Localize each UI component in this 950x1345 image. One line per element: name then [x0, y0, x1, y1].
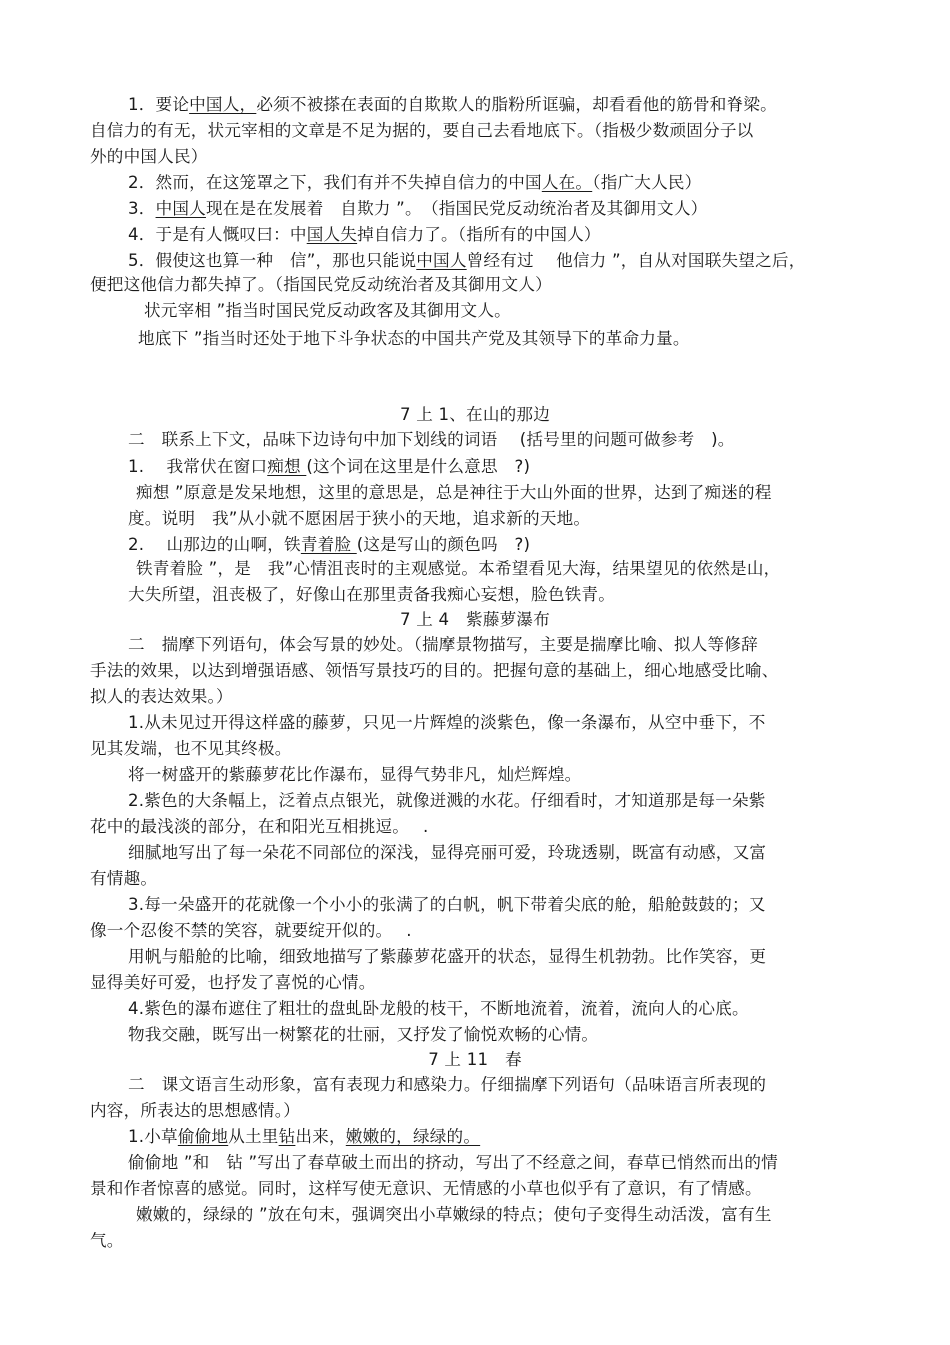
text-segment: 大失所望，沮丧极了，好像山在那里责备我痴心妄想，脸色铁青。 — [128, 585, 616, 604]
section-title: 7 上 11 春 — [428, 1050, 522, 1069]
underlined-text: 偷偷地 — [177, 1127, 229, 1146]
text-line — [90, 868, 157, 892]
underlined-text: 青着脸 — [300, 535, 357, 554]
text-line — [128, 998, 749, 1022]
text-line — [136, 482, 772, 506]
text-line — [138, 328, 690, 352]
text-segment: 必须不被搽在表面的自欺欺人的脂粉所诓骗，却看看他的筋骨和脊梁。 — [256, 95, 777, 114]
text-segment: 便把这他信力都失掉了。（指国民党反动统治者及其御用文人） — [90, 275, 552, 294]
text-segment: （指广大人民） — [592, 173, 702, 192]
underlined-text: 国人失 — [306, 225, 358, 244]
text-segment: (这个词在这里是什么意思 ?) — [306, 457, 531, 476]
text-line — [136, 1204, 772, 1228]
text-segment: 1. 我常伏在窗口 — [128, 457, 268, 476]
text-segment: 3.每一朵盛开的花就像一个小小的张满了的白帆，帆下带着尖底的舱，船舱鼓鼓的；又 — [128, 895, 766, 914]
text-segment: 2. 山那边的山啊，铁 — [128, 535, 301, 554]
text-segment: 现在是在发展着 自欺力 ”。 （指国民党反动统治者及其御用文人） — [205, 199, 708, 218]
text-segment: 铁青着脸 ”，是 我”心情沮丧时的主观感觉。本希望看见大海，结果望见的依然是山， — [136, 559, 781, 578]
text-line — [90, 1230, 124, 1254]
text-line — [128, 764, 581, 788]
underlined-text: 中国人， — [189, 95, 257, 114]
text-segment: 状元宰相 ”指当时国民党反动政客及其御用文人。 — [144, 301, 511, 320]
text-segment: 3． — [128, 199, 156, 218]
text-line — [90, 972, 376, 996]
text-line — [128, 584, 615, 608]
text-line — [128, 712, 766, 736]
text-segment: 气。 — [90, 1231, 124, 1250]
text-segment: 二 揣摩下列语句，体会写景的妙处。（揣摩景物描写，主要是揣摩比喻、拟人等修辞 — [128, 635, 758, 654]
text-segment: 掉自信力了。（指所有的中国人） — [357, 225, 601, 244]
text-segment: 见其发端，也不见其终极。 — [90, 739, 292, 758]
text-line — [90, 660, 779, 684]
text-segment: 物我交融，既写出一树繁花的壮丽，又抒发了愉悦欢畅的心情。 — [128, 1025, 599, 1044]
text-segment: 像一个忍俊不禁的笑容，就要绽开似的。 . — [90, 921, 412, 940]
text-segment: 2．然而，在这笼罩之下，我们有并不失掉自信力的中国 — [128, 173, 542, 192]
text-line — [128, 250, 805, 274]
text-line — [128, 429, 735, 453]
text-line — [128, 172, 701, 196]
text-segment: 曾经有过 他信力 ”，自从对国联失望之后， — [466, 251, 806, 270]
text-line — [144, 300, 511, 324]
text-segment: 地底下 ”指当时还处于地下斗争状态的中国共产党及其领导下的革命力量。 — [138, 329, 690, 348]
text-segment: 自信力的有无，状元宰相的文章是不足为据的，要自己去看地底下。（指极少数顽固分子以 — [90, 121, 754, 140]
text-line — [90, 738, 292, 762]
underlined-text: 中国人 — [155, 199, 206, 218]
text-segment: 有情趣。 — [90, 869, 158, 888]
text-line — [90, 274, 552, 298]
text-segment: 嫩嫩的，绿绿的 ”放在句末，强调突出小草嫩绿的特点；使句子变得生动活泼，富有生 — [136, 1205, 772, 1224]
text-line — [90, 1100, 300, 1124]
text-line — [128, 94, 777, 118]
text-segment: 二 联系上下文，品味下边诗句中加下划线的词语 (括号里的问题可做参考 )。 — [128, 430, 735, 449]
text-line — [128, 1126, 480, 1150]
section-title: 7 上 1、在山的那边 — [399, 405, 551, 424]
text-segment: 内容，所表达的思想感情。） — [90, 1101, 301, 1120]
text-line — [90, 146, 208, 170]
text-line — [128, 508, 590, 532]
underlined-text: 痴想 — [267, 457, 307, 476]
text-segment: 用帆与船舱的比喻，细致地描写了紫藤萝花盛开的状态，显得生机勃勃。比作笑容，更 — [128, 947, 767, 966]
text-segment: 细腻地写出了每一朵花不同部位的深浅，显得亮丽可爱，玲珑透剔，既富有动感，又富 — [128, 843, 767, 862]
text-segment: 出来， — [295, 1127, 346, 1146]
text-line — [128, 198, 707, 222]
text-segment: 景和作者惊喜的感觉。同时，这样写使无意识、无情感的小草也似乎有了意识，有了情感。 — [90, 1179, 762, 1198]
text-segment: 外的中国人民） — [90, 147, 208, 166]
text-line — [128, 224, 601, 248]
text-segment: 显得美好可爱，也抒发了喜悦的心情。 — [90, 973, 376, 992]
text-segment: 痴想 ”原意是发呆地想，这里的意思是，总是神往于大山外面的世界，达到了痴迷的程 — [136, 483, 772, 502]
text-line — [128, 1074, 766, 1098]
text-line — [128, 894, 766, 918]
text-segment: 从土里 — [228, 1127, 279, 1146]
text-segment: 拟人的表达效果。） — [90, 687, 233, 706]
text-line — [128, 1024, 598, 1048]
text-segment: 将一树盛开的紫藤萝花比作瀑布，显得气势非凡，灿烂辉煌。 — [128, 765, 582, 784]
text-line — [128, 534, 530, 558]
text-line — [128, 1152, 778, 1176]
underlined-text: 嫩嫩的，绿绿的。 — [345, 1127, 481, 1146]
text-line — [128, 842, 766, 866]
text-line — [90, 120, 753, 144]
text-segment: 偷偷地 ”和 钻 ”写出了春草破土而出的挤动，写出了不经意之间，春草已悄然而出的情 — [128, 1153, 778, 1172]
underlined-text: 钻 — [278, 1127, 296, 1146]
text-line — [128, 634, 758, 658]
text-segment: 1．要论 — [128, 95, 190, 114]
text-line — [90, 686, 233, 710]
text-line — [90, 920, 412, 944]
text-line — [136, 558, 780, 582]
text-segment: 1.小草 — [128, 1127, 178, 1146]
text-segment: 2.紫色的大条幅上，泛着点点银光，就像迸溅的水花。仔细看时，才知道那是每一朵紫 — [128, 791, 766, 810]
text-segment: 度。说明 我”从小就不愿困居于狭小的天地，追求新的天地。 — [128, 509, 591, 528]
text-line — [128, 456, 530, 480]
text-segment: 4.紫色的瀑布遮住了粗壮的盘虬卧龙般的枝干，不断地流着，流着，流向人的心底。 — [128, 999, 749, 1018]
text-segment: 花中的最浅淡的部分，在和阳光互相挑逗。 . — [90, 817, 429, 836]
text-line — [90, 1178, 762, 1202]
text-segment: (这是写山的颜色吗 ?) — [356, 535, 531, 554]
underlined-text: 中国人 — [416, 251, 467, 270]
text-segment: 5．假使这也算一种 信”，那也只能说 — [128, 251, 417, 270]
text-line — [128, 790, 766, 814]
text-line — [128, 946, 766, 970]
text-segment: 二 课文语言生动形象，富有表现力和感染力。仔细揣摩下列语句（品味语言所表现的 — [128, 1075, 767, 1094]
text-segment: 4．于是有人慨叹曰：中 — [128, 225, 307, 244]
section-title: 7 上 4 紫藤萝瀑布 — [399, 610, 551, 629]
text-segment: 1.从未见过开得这样盛的藤萝，只见一片辉煌的淡紫色，像一条瀑布，从空中垂下，不 — [128, 713, 766, 732]
underlined-text: 人在。 — [541, 173, 593, 192]
text-segment: 手法的效果，以达到增强语感、领悟写景技巧的目的。把握句意的基础上，细心地感受比喻、 — [90, 661, 779, 680]
text-line — [90, 816, 429, 840]
